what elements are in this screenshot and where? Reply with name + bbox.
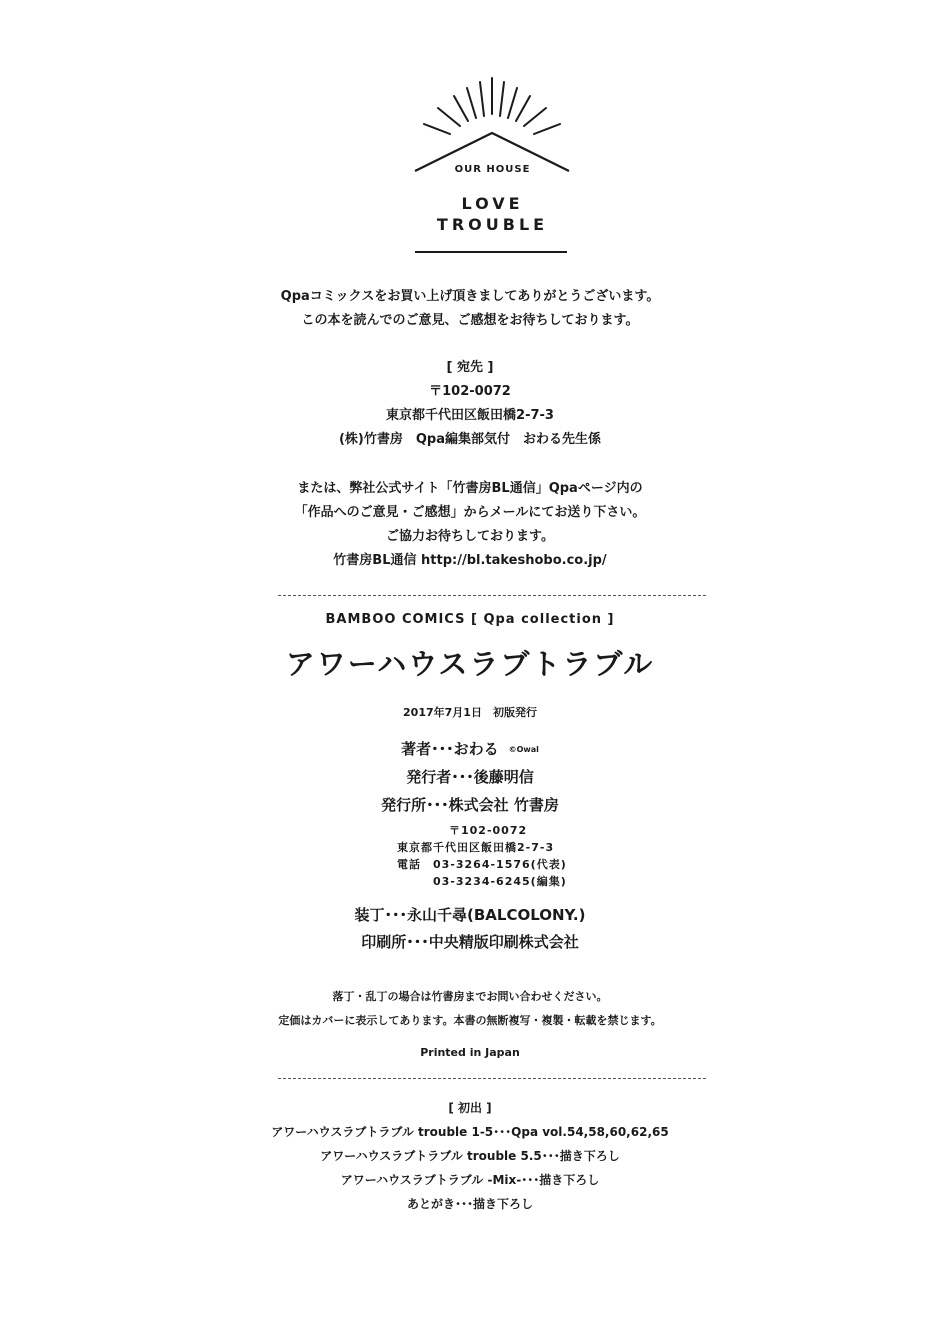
logo-title-line2: TROUBLE [436,215,549,234]
website-url: 竹書房BL通信 http://bl.takeshobo.co.jp/ [333,553,607,568]
copyright-mark: ©Owal [508,745,539,754]
design-credit: 装丁･･･永山千尋(BALCOLONY.) [354,906,586,924]
publisher-address [397,822,567,890]
divider [278,595,706,596]
list-item: あとがき･･･描き下ろし [406,1197,533,1211]
book-title: アワーハウスラブトラブル [285,647,655,681]
online-line: 「作品へのご意見・ご感想」からメールにてお送り下さい。 [294,505,646,520]
thanks-line: この本を読んでのご意見、ご感想をお待ちしております。 [301,313,639,328]
address-header: [ 宛先 ] [446,360,494,375]
list-item: アワーハウスラブトラブル -Mix-･･･描き下ろし [340,1173,600,1187]
book-logo [410,70,580,260]
publishing-house: 発行所･･･株式会社 竹書房 [381,796,559,814]
address-street: 東京都千代田区飯田橋2-7-3 [386,408,554,423]
address-recipient: (株)竹書房 Qpa編集部気付 おわる先生係 [338,432,601,447]
printed-in: Printed in Japan [420,1046,520,1059]
notice-line: 落丁・乱丁の場合は竹書房までお問い合わせください。 [332,990,608,1003]
publisher-postal: 〒102-0072 [449,824,528,837]
logo-subtitle: OUR HOUSE [454,164,531,175]
thanks-line: Qpaコミックスをお買い上げ頂きましてありがとうございます。 [280,289,660,304]
online-line: ご協力お待ちしております。 [386,529,554,544]
online-line: または、弊社公式サイト「竹書房BL通信」Qpaページ内の [297,481,643,496]
author-name: 著者･･･おわる [401,740,499,758]
logo-title-line1: LOVE [461,194,524,213]
divider [278,1078,706,1079]
first-appearance-header: [ 初出 ] [448,1101,492,1115]
online-feedback [0,477,940,573]
legal-notices [0,985,940,1033]
first-appearance [0,1096,940,1216]
printer-credit: 印刷所･･･中央精版印刷株式会社 [361,933,579,951]
publisher-credit: 発行者･･･後藤明信 [406,768,534,786]
list-item: アワーハウスラブトラブル trouble 5.5･･･描き下ろし [320,1149,620,1163]
series-label: BAMBOO COMICS [ Qpa collection ] [325,612,615,627]
publisher-phone: 03-3234-6245(編集) [397,875,567,888]
author-credit [0,738,940,759]
mailing-address [0,356,940,452]
notice-line: 定価はカバーに表示してあります。本書の無断複写・複製・転載を禁じます。 [278,1014,662,1027]
list-item: アワーハウスラブトラブル trouble 1-5･･･Qpa vol.54,58,60,62,65 [271,1125,669,1139]
publisher-street: 東京都千代田区飯田橋2-7-3 [397,841,555,854]
thanks-message [0,285,940,333]
logo-underline [415,251,567,253]
publication-date: 2017年7月1日 初版発行 [403,706,537,719]
publisher-phone: 電話 03-3264-1576(代表) [397,858,567,871]
address-postal: 〒102-0072 [429,384,511,399]
